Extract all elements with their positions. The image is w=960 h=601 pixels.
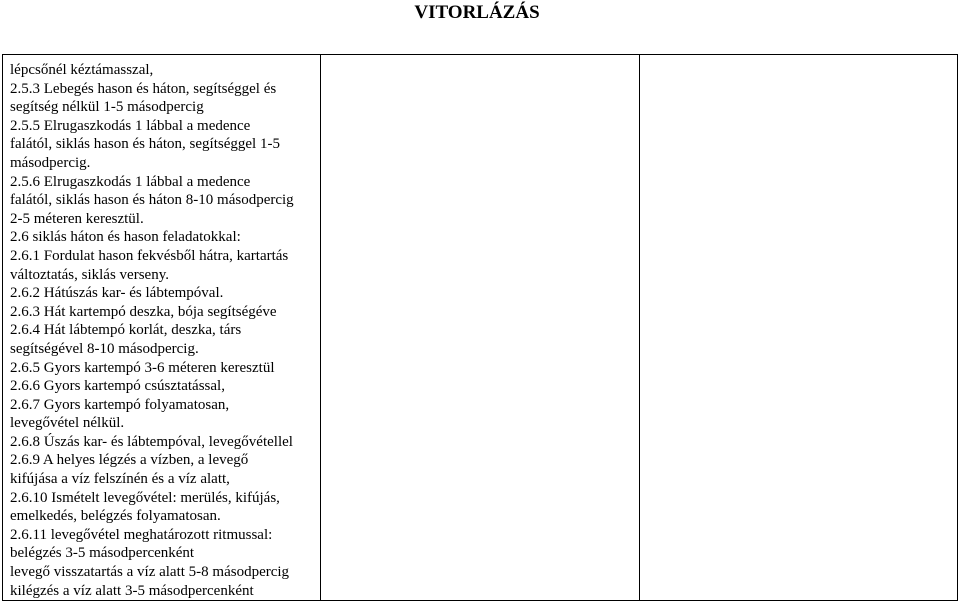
text-line: 2.6.9 A helyes légzés a vízben, a levegő xyxy=(10,452,249,469)
text-line: 2.6.1 Fordulat hason fekvésből hátra, kartartás xyxy=(10,247,289,264)
text-line: másodpercig. xyxy=(10,154,91,171)
text-line: 2.6 siklás háton és hason feladatokkal: xyxy=(10,229,241,246)
text-line: 2.6.8 Úszás kar- és lábtempóval, levegővétellel xyxy=(10,433,293,450)
text-line: falától, siklás hason és háton, segítséggel 1-5 xyxy=(10,136,280,153)
text-line: 2.6.3 Hát kartempó deszka, bója segítségéve xyxy=(10,303,277,320)
text-line: 2.6.5 Gyors kartempó 3-6 méteren keresztül xyxy=(10,359,275,376)
table-row xyxy=(3,55,958,601)
table-cell-activities xyxy=(3,55,321,601)
text-line: 2.5.6 Elrugaszkodás 1 lábbal a medence xyxy=(10,173,251,190)
text-line: 2-5 méteren keresztül. xyxy=(10,210,144,227)
text-line: 2.5.3 Lebegés hason és háton, segítséggel és xyxy=(10,80,277,97)
text-line: 2.6.7 Gyors kartempó folyamatosan, xyxy=(10,396,230,413)
text-line: 2.6.4 Hát lábtempó korlát, deszka, társ xyxy=(10,322,242,339)
text-line: falától, siklás hason és háton 8-10 másodpercig xyxy=(10,192,294,209)
text-line: emelkedés, belégzés folyamatosan. xyxy=(10,508,221,525)
text-line: kifújása a víz felszínén és a víz alatt, xyxy=(10,471,230,488)
text-line: 2.6.10 Ismételt levegővétel: merülés, kifújás, xyxy=(10,489,280,506)
text-line: 2.5.5 Elrugaszkodás 1 lábbal a medence xyxy=(10,117,251,134)
text-line: levegővétel nélkül. xyxy=(10,415,125,432)
cell-text-block xyxy=(3,55,320,600)
page-title: VITORLÁZÁS xyxy=(414,2,540,23)
text-line: 2.6.11 levegővétel meghatározott ritmussal: xyxy=(10,526,273,543)
text-line: 2.6.2 Hátúszás kar- és lábtempóval. xyxy=(10,285,224,302)
text-line: lépcsőnél kéztámasszal, xyxy=(10,62,154,78)
text-line: változtatás, siklás verseny. xyxy=(10,266,169,283)
text-line: segítség nélkül 1-5 másodpercig xyxy=(10,99,204,116)
text-line: levegő visszatartás a víz alatt 5-8 másodpercig xyxy=(10,564,290,581)
content-table xyxy=(2,54,958,601)
text-line: 2.6.6 Gyors kartempó csúsztatással, xyxy=(10,378,225,395)
table-cell-empty xyxy=(640,55,958,601)
text-line: belégzés 3-5 másodpercenként xyxy=(10,545,195,562)
text-line: kilégzés a víz alatt 3-5 másodpercenként xyxy=(10,582,254,599)
table-cell-empty xyxy=(321,55,640,601)
text-line: segítségével 8-10 másodpercig. xyxy=(10,340,199,357)
